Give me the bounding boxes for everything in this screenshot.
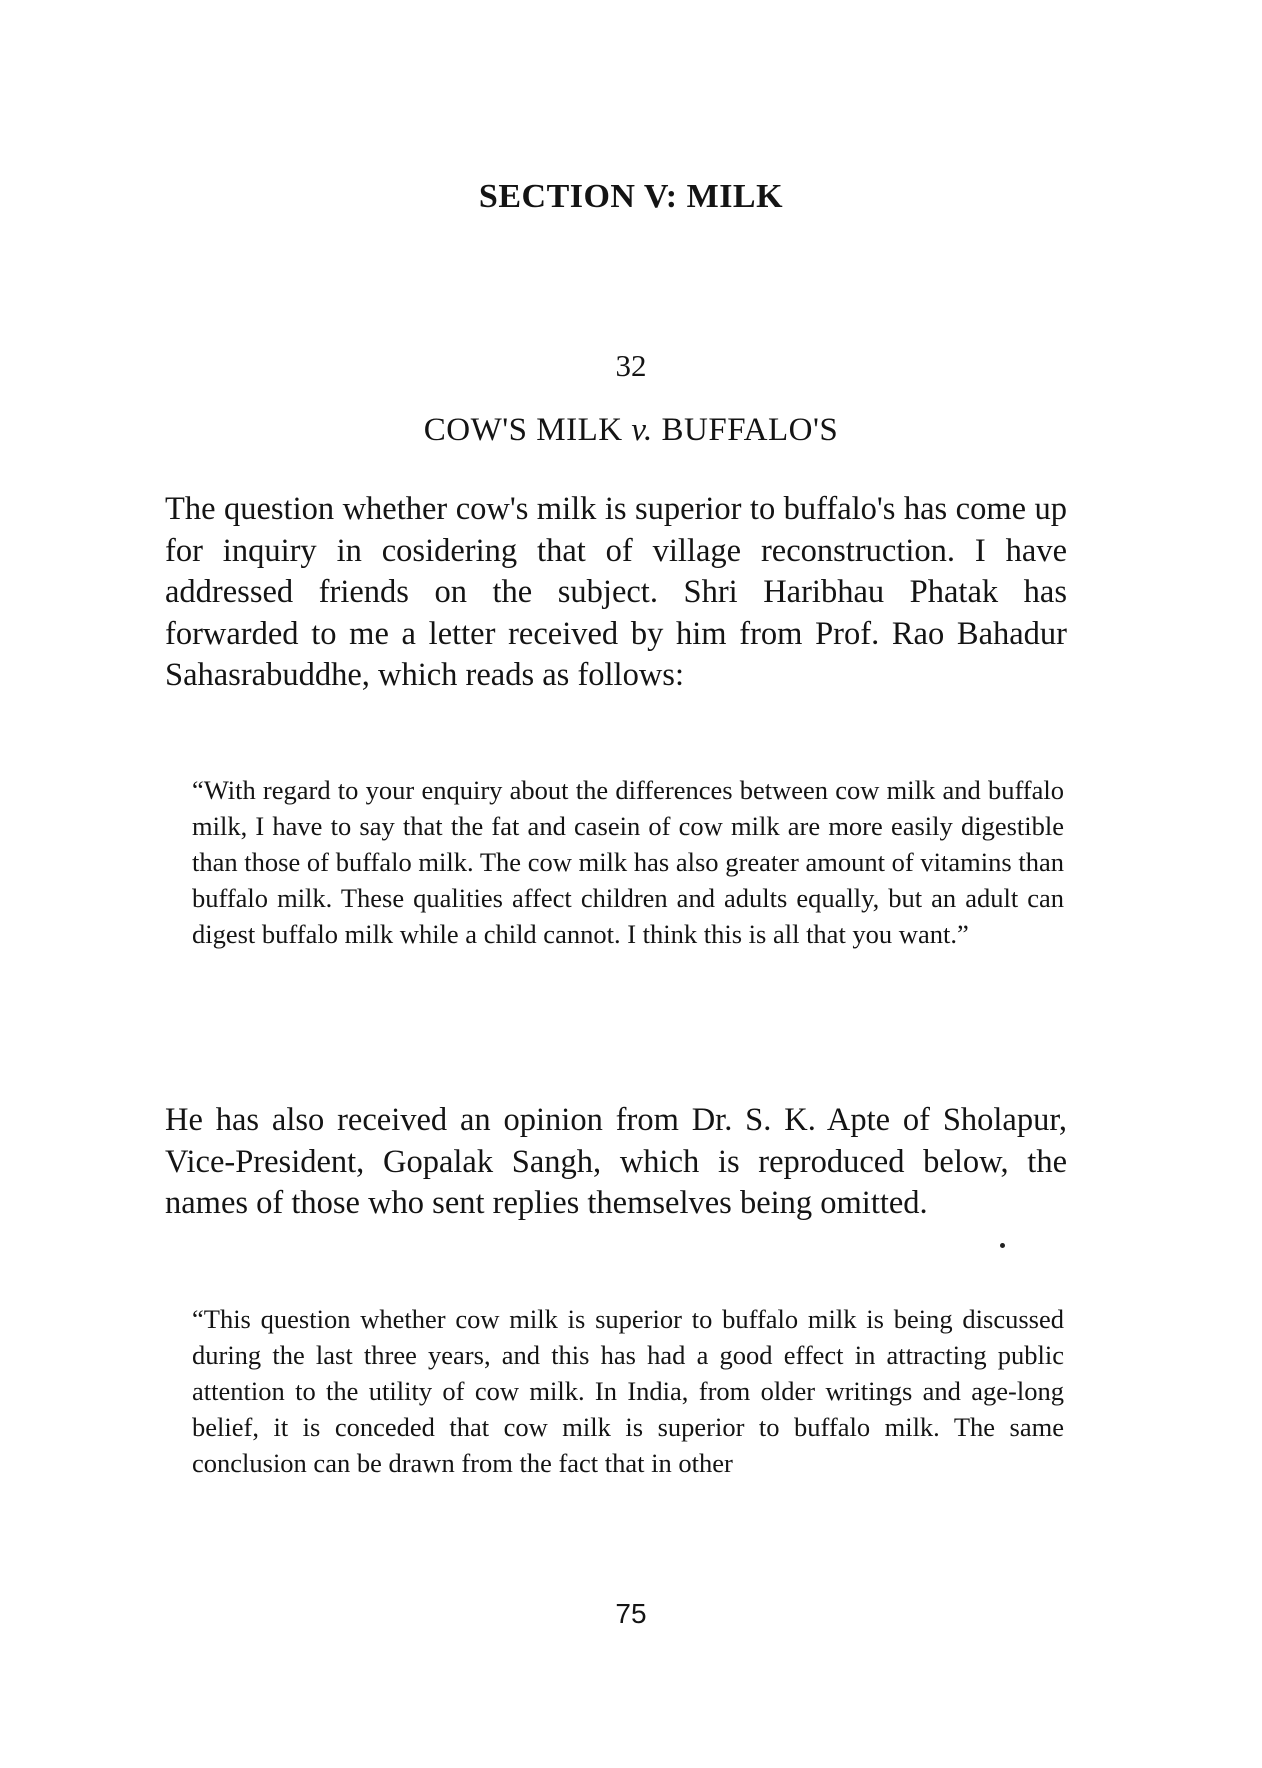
page-number: 75 [615, 1598, 647, 1629]
block-quote-2: “This question whether cow milk is superior to buffalo milk is being discussed during the last three years, and this has had a good effect in attracting public attention to the utility of cow milk. In India, from older writings and age-long belief, it is conceded that cow milk is superior to buffalo milk. The same conclusion can be drawn from the fact that in other [192, 1304, 1064, 1478]
chapter-title-part-2: BUFFALO'S [652, 412, 839, 448]
chapter-title-part-1: COW'S MILK [423, 412, 632, 448]
section-heading: SECTION V: MILK [478, 178, 784, 215]
chapter-number: 32 [615, 348, 647, 383]
body-paragraph-1: The question whether cow's milk is superior to buffalo's has come up for inquiry in cosidering that of village reconstruction. I have addressed friends on the subject. Shri Haribhau Phatak has forwarded to me a letter received by him from Prof. Rao Bahadur Sahasrabuddhe, which reads as follows: [165, 491, 1067, 693]
chapter-title [0, 412, 1262, 449]
chapter-title-versus: v. [631, 412, 653, 448]
block-quote-1: “With regard to your enquiry about the differences between cow milk and buffalo milk, I have to say that the fat and casein of cow milk are more easily digestible than those of buffalo milk. The cow milk has also greater amount of vitamins than buffalo milk. These qualities affect children and adults equally, but an adult can digest buffalo milk while a child cannot. I think this is all that you want.” [192, 775, 1064, 949]
print-speck [1000, 1243, 1005, 1248]
body-paragraph-2: He has also received an opinion from Dr. S. K. Apte of Sholapur, Vice-President, Gopalak Sangh, which is reproduced below, the names of those who sent replies themselves being omitted. [165, 1102, 1067, 1221]
